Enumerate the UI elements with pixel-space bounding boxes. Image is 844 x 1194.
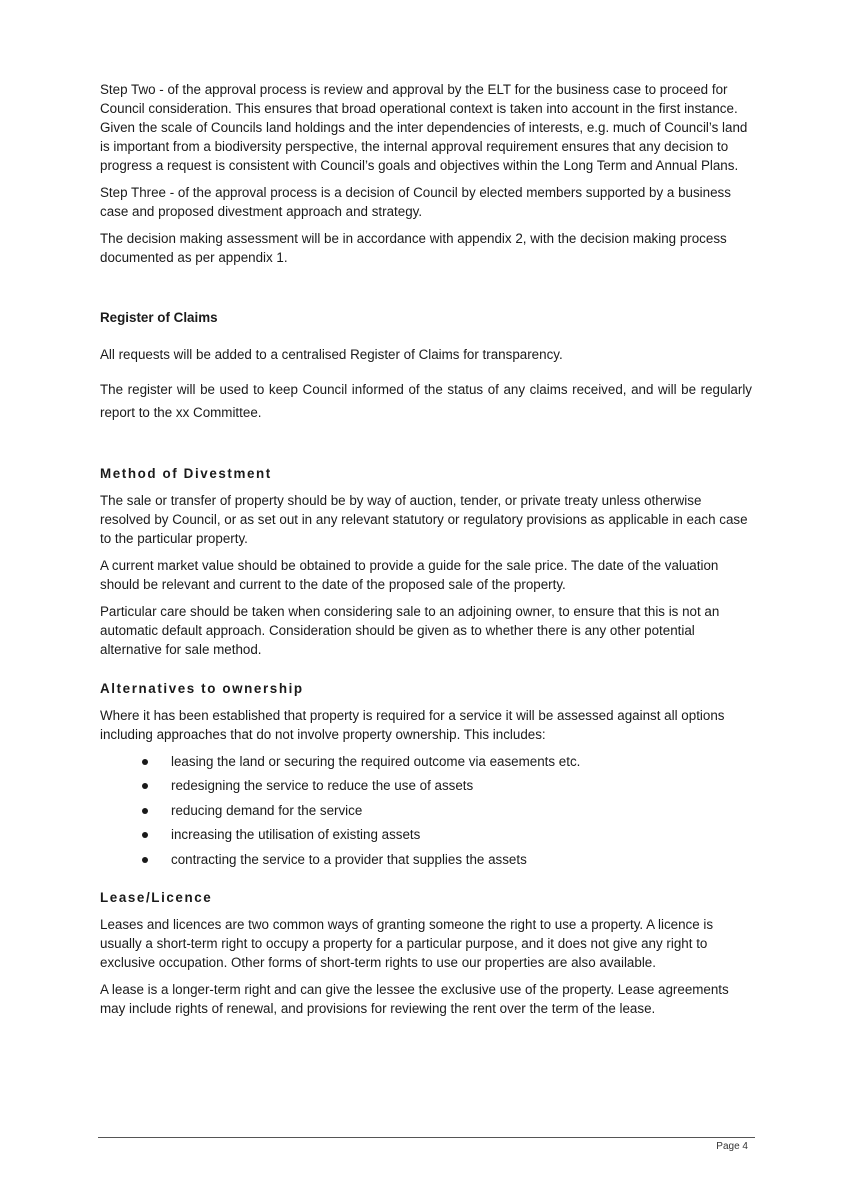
register-paragraph-1: All requests will be added to a centralised Register of Claims for transparency.: [100, 347, 563, 362]
alternatives-section: [100, 679, 752, 869]
bullet-icon: [142, 857, 148, 863]
divestment-paragraph-1: The sale or transfer of property should be by way of auction, tender, or private treaty unless otherwise resolved by Council, or as set out in any relevant statutory or regulatory provisions as applicable in each case to the particular property.: [100, 493, 748, 546]
list-item: leasing the land or securing the required outcome via easements etc.: [100, 752, 752, 771]
lease-paragraph-2: A lease is a longer-term right and can give the lessee the exclusive use of the property. Lease agreements may include rights of renewal, and provisions for reviewing the rent over the term of the lease.: [100, 981, 729, 1016]
divestment-heading: Method of Divestment: [100, 466, 272, 481]
list-item: contracting the service to a provider that supplies the assets: [100, 850, 752, 869]
bullet-icon: [142, 808, 148, 814]
decision-assessment-paragraph: The decision making assessment will be in accordance with appendix 2, with the decision making process documented as per appendix 1.: [100, 231, 727, 265]
bullet-icon: [142, 759, 148, 765]
lease-licence-section: [100, 888, 752, 1018]
page-number: Page 4: [716, 1141, 748, 1152]
lease-heading: Lease/Licence: [100, 889, 213, 905]
alternatives-heading: Alternatives to ownership: [100, 681, 304, 696]
method-of-divestment-section: [100, 464, 752, 659]
footer-divider: [98, 1137, 755, 1138]
register-paragraph-2: The register will be used to keep Council informed of the status of any claims received, and will be regularly report to the xx Committee.: [100, 382, 752, 420]
alternatives-list: [100, 752, 752, 869]
register-of-claims-section: [100, 308, 752, 424]
lease-paragraph-1: Leases and licences are two common ways of granting someone the right to use a property. A licence is usually a short-term right to occupy a property for a particular purpose, and it does not give any right to exclusive occupation. Other forms of short-term rights to use our properties are also available.: [100, 916, 714, 970]
document-page: [100, 80, 752, 1026]
divestment-paragraph-2: A current market value should be obtained to provide a guide for the sale price. The date of the valuation should be relevant and current to the date of the proposed sale of the property.: [100, 558, 719, 592]
list-item: redesigning the service to reduce the use of assets: [100, 776, 752, 795]
register-heading: Register of Claims: [100, 310, 218, 325]
bullet-icon: [142, 832, 148, 838]
bullet-icon: [142, 783, 148, 789]
divestment-paragraph-3: Particular care should be taken when considering sale to an adjoining owner, to ensure that this is not an automatic default approach. Consideration should be given as to whether there is any other potential alternative for sale method.: [100, 604, 720, 657]
alternatives-intro: Where it has been established that property is required for a service it will be assessed against all options including approaches that do not involve property ownership. This includes:: [100, 708, 725, 742]
list-item: reducing demand for the service: [100, 801, 752, 820]
step-three-paragraph: Step Three - of the approval process is a decision of Council by elected members supported by a business case and proposed divestment approach and strategy.: [100, 185, 731, 219]
approval-steps-section: [100, 80, 752, 267]
step-two-paragraph: Step Two - of the approval process is review and approval by the ELT for the business case to proceed for Council consideration. This ensures that broad operational context is taken into account in the first instance. Given the scale of Councils land holdings and the inter dependencies of interests, e.g. much of Council’s land is important from a biodiversity perspective, the internal approval requirement ensures that any decision to progress a request is consistent with Council’s goals and objectives within the Long Term and Annual Plans.: [100, 82, 748, 173]
list-item: increasing the utilisation of existing assets: [100, 825, 752, 844]
